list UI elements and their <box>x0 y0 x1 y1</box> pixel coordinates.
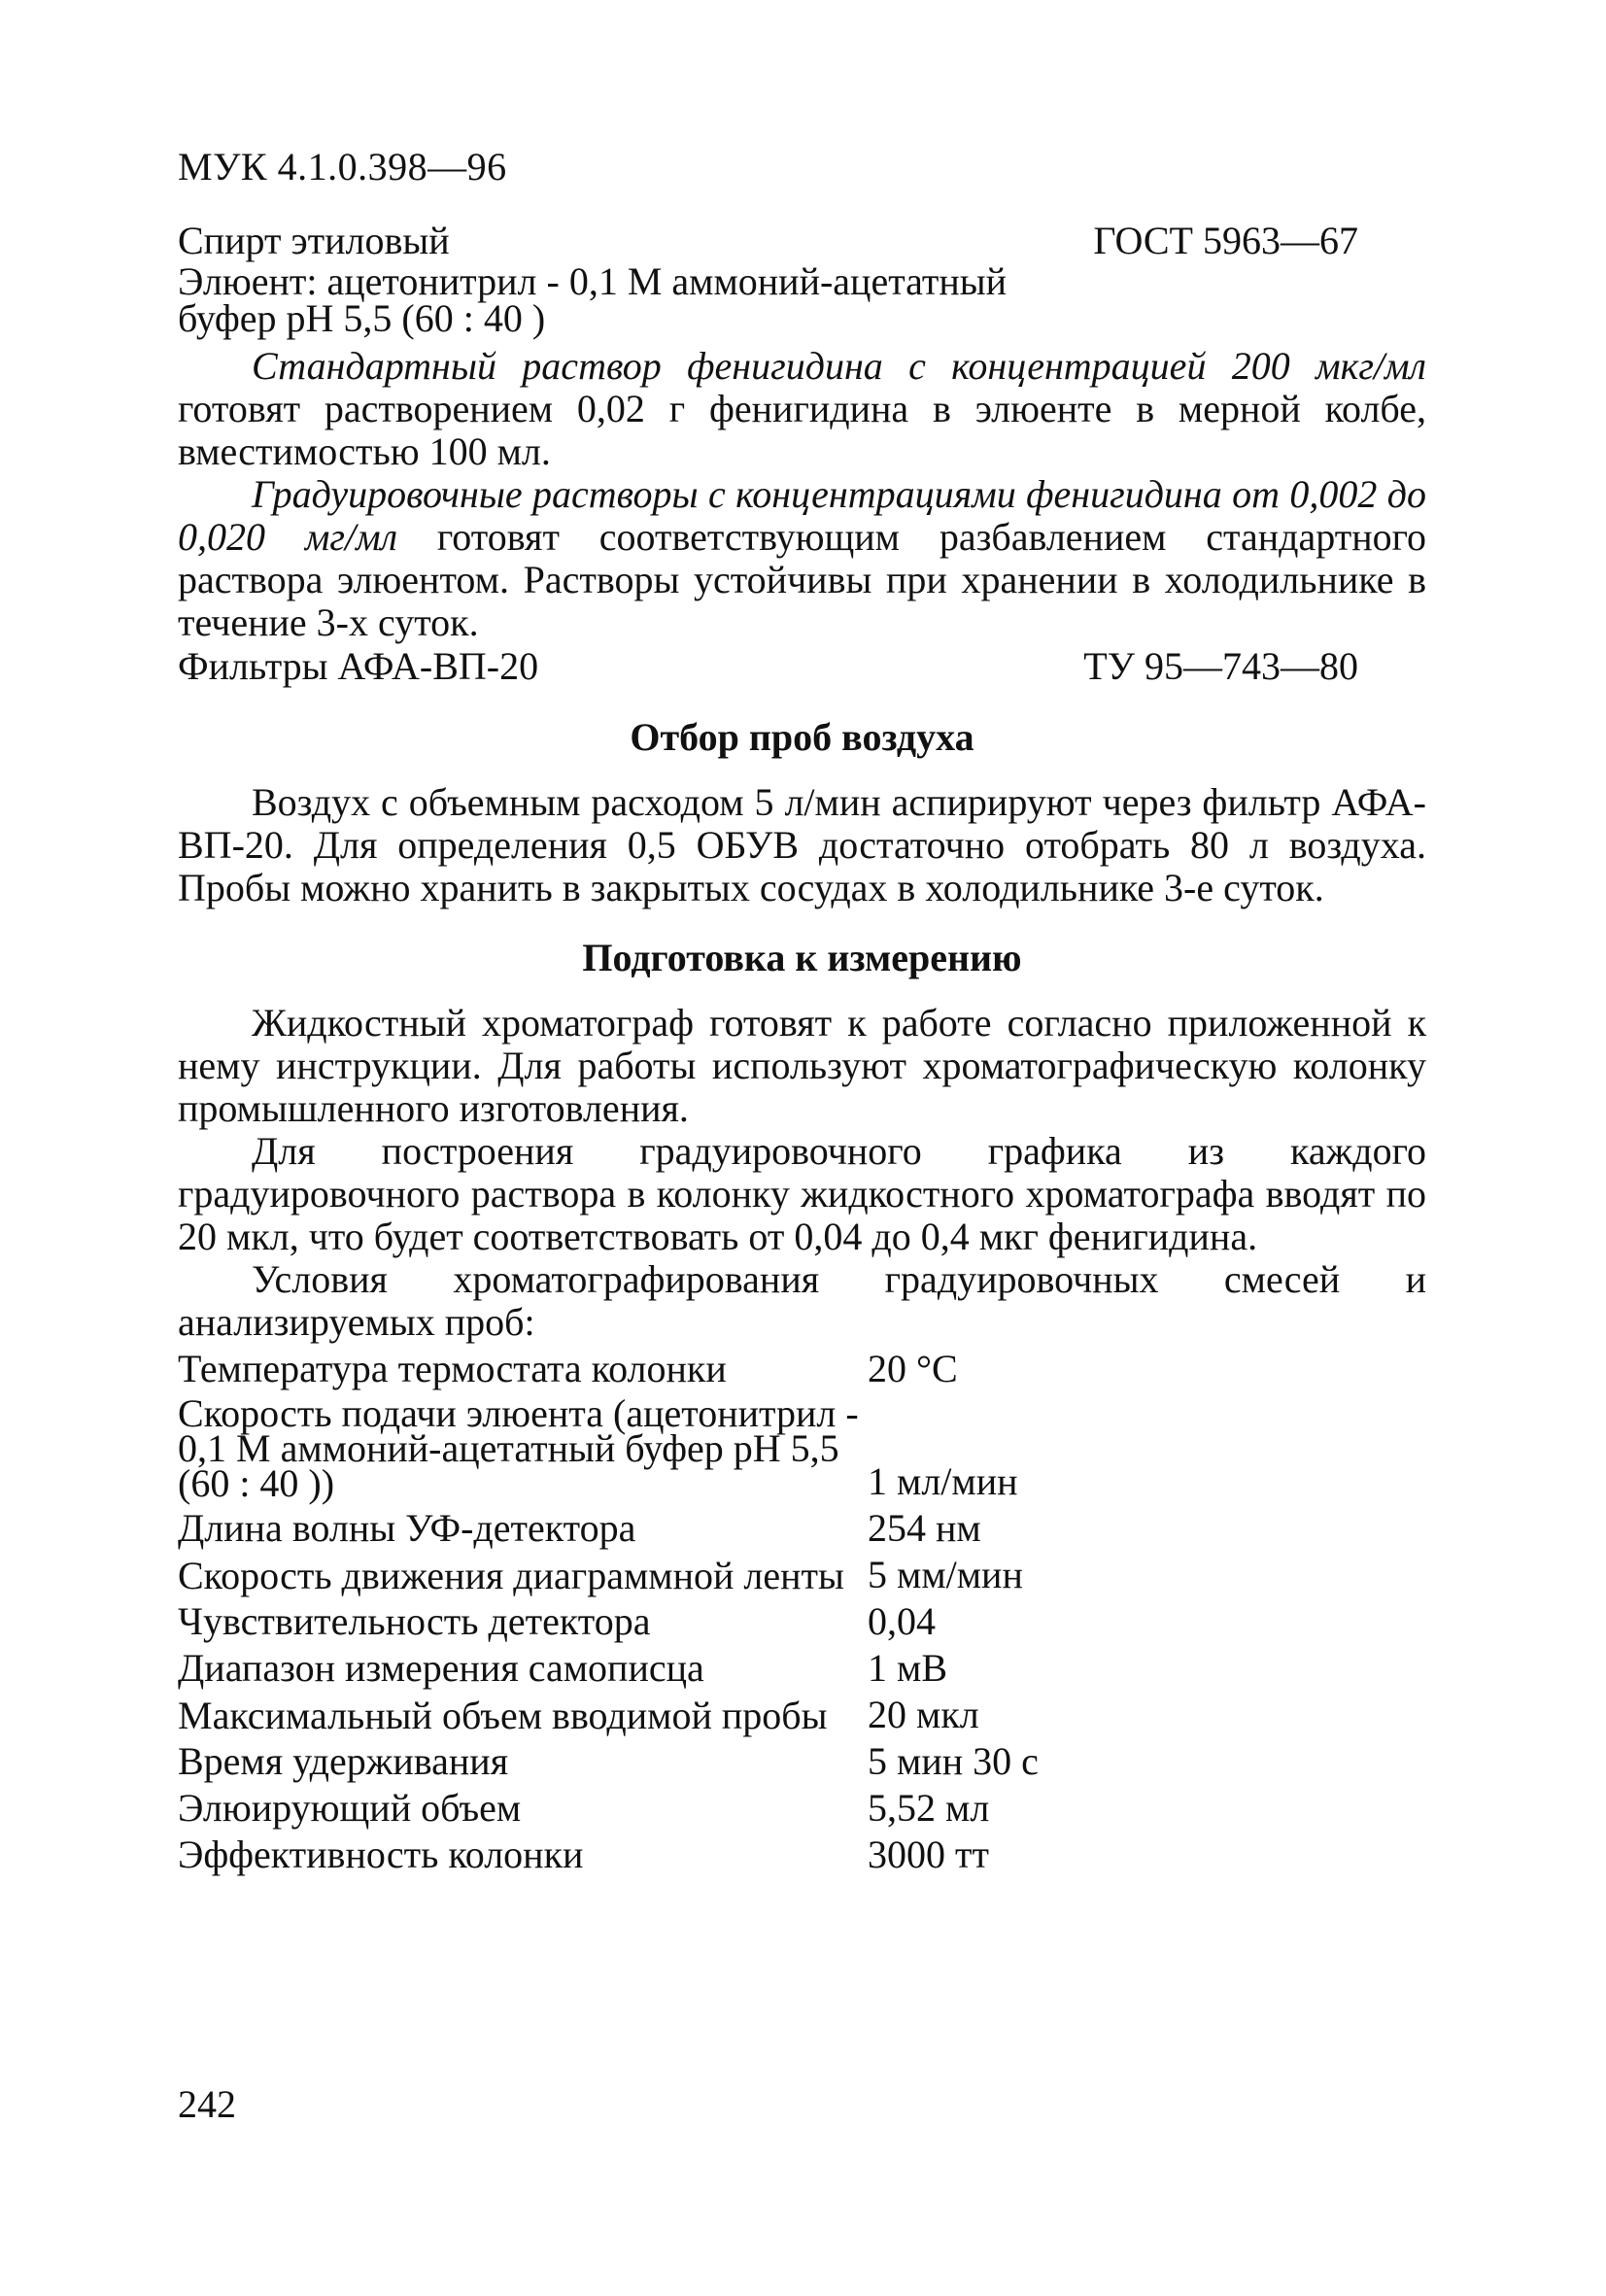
conditions-table <box>178 1347 1426 1876</box>
condition-label: Элюирующий объем <box>178 1786 522 1830</box>
condition-value: 20 мкл <box>868 1693 979 1736</box>
condition-label: Диапазон измерения самописца <box>178 1646 704 1690</box>
condition-row <box>178 1391 1426 1505</box>
condition-row <box>178 1347 1426 1390</box>
condition-label: Максимальный объем вводимой пробы <box>178 1694 828 1737</box>
filters-name: Фильтры АФА-ВП-20 <box>178 644 539 688</box>
condition-value: 1 мВ <box>868 1646 947 1690</box>
condition-value: 5 мм/мин <box>868 1553 1023 1596</box>
condition-row <box>178 1786 1426 1830</box>
document-code: МУК 4.1.0.398—96 <box>178 145 507 188</box>
condition-row <box>178 1739 1426 1783</box>
filters-row <box>178 644 1426 689</box>
condition-row <box>178 1553 1426 1597</box>
std-solution-paragraph <box>178 345 1426 473</box>
filters-standard: ТУ 95—743—80 <box>1083 644 1358 688</box>
eluent-line: Элюент: ацетонитрил - 0,1 М аммоний-ацетатный буфер рН 5,5 (60 : 40 ) <box>178 259 1008 340</box>
condition-row <box>178 1599 1426 1643</box>
std-solution-italic: Стандартный раствор фенигидина с концентрацией 200 мкг/мл <box>252 344 1426 388</box>
condition-value: 0,04 <box>868 1599 936 1643</box>
condition-label: Эффективность колонки <box>178 1833 584 1876</box>
section-prep-p2: Для построения градуировочного графика из каждого градуировочного раствора в колонку жидкостного хроматографа вводят по 20 мкл, что будет соответствовать от 0,04 до 0,4 мкг фенигидина. <box>178 1129 1426 1258</box>
condition-row <box>178 1835 1426 1874</box>
section-prep-p3: Условия хроматографирования градуировочных смесей и анализируемых проб: <box>178 1257 1426 1344</box>
condition-row <box>178 1646 1426 1690</box>
condition-label: Температура термостата колонки <box>178 1347 727 1390</box>
reagent-ethanol-standard: ГОСТ 5963—67 <box>1093 219 1358 262</box>
condition-label: Скорость движения диаграммной ленты <box>178 1554 844 1597</box>
condition-label: Длина волны УФ-детектора <box>178 1506 636 1550</box>
condition-row <box>178 1506 1426 1550</box>
reagent-ethanol-name: Спирт этиловый <box>178 219 450 262</box>
grad-solutions-text: готовят соответствующим разбавлением стандартного раствора элюентом. Растворы устойчивы при хранении в холодильнике в течение 3-х суток. <box>178 515 1427 644</box>
section-air-text: Воздух с объемным расходом 5 л/мин аспирируют через фильтр АФА-ВП-20. Для определения 0,5 ОБУВ достаточно отобрать 80 л воздуха. Пробы можно хранить в закрытых сосудах в холодильнике 3-е суток. <box>178 780 1426 909</box>
condition-value: 5 мин 30 с <box>868 1739 1039 1783</box>
condition-label: Чувствительность детектора <box>178 1599 651 1643</box>
grad-solutions-italic: Градуировочные растворы с концентрациями фенигидина от 0,002 до 0,020 мг/мл <box>178 472 1426 559</box>
section-prep-heading: Подготовка к измерению <box>582 936 1022 979</box>
condition-label: Время удерживания <box>178 1739 509 1783</box>
condition-value: 20 °С <box>868 1347 958 1390</box>
page-number: 242 <box>178 2082 236 2126</box>
std-solution-text: готовят растворением 0,02 г фенигидина в элюенте в мерной колбе, вместимостью 100 мл. <box>178 387 1426 473</box>
condition-value: 5,52 мл <box>868 1786 990 1830</box>
condition-row <box>178 1693 1426 1737</box>
document-page <box>178 144 1426 1882</box>
section-prep-p1: Жидкостный хроматограф готовят к работе согласно приложенной к нему инструкции. Для работы используют хроматографическую колонку промышленного изготовления. <box>178 1001 1426 1130</box>
condition-value: 3000 тт <box>868 1833 989 1876</box>
reagent-ethanol-row <box>178 219 1426 263</box>
condition-label: Скорость подачи элюента (ацетонитрил - 0,1 М аммоний-ацетатный буфер рН 5,5 (60 : 40 )) <box>178 1391 859 1505</box>
grad-solutions-paragraph <box>178 473 1426 644</box>
condition-value: 1 мл/мин <box>868 1459 1018 1503</box>
condition-value: 254 нм <box>868 1506 981 1550</box>
section-air-heading: Отбор проб воздуха <box>630 715 974 759</box>
